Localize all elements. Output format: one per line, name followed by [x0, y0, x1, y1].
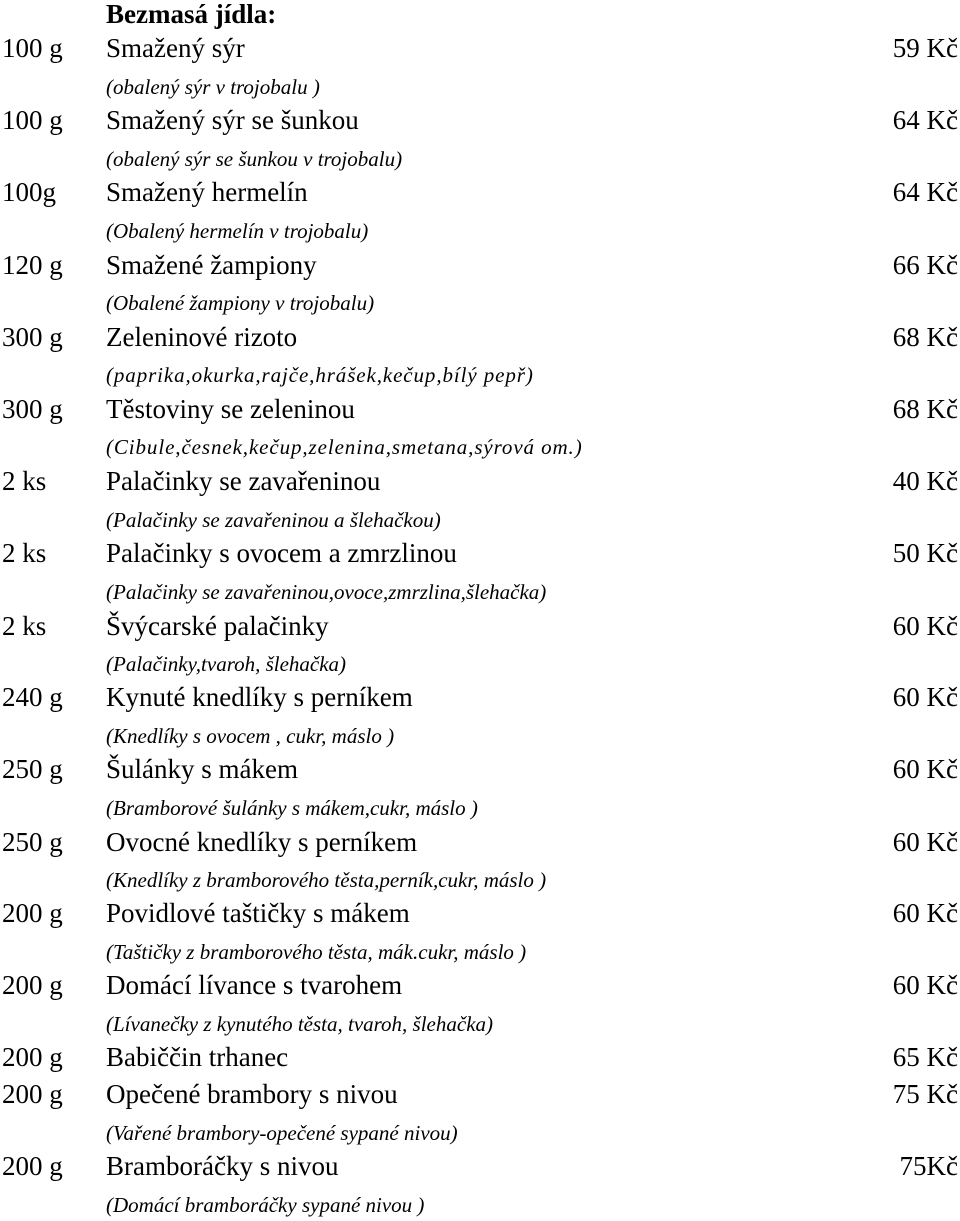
item-price: 75 Kč: [892, 1079, 958, 1109]
item-description: (Domácí bramboráčky sypané nivou ): [106, 1193, 425, 1217]
item-name: Těstoviny se zeleninou: [106, 394, 355, 424]
item-description: (Lívanečky z kynutého těsta, tvaroh, šlehačka): [106, 1012, 494, 1036]
menu-item: [0, 175, 960, 209]
item-quantity: 240 g: [2, 682, 63, 712]
item-quantity: 300 g: [2, 394, 63, 424]
menu-item: [0, 968, 960, 1002]
menu-item: [0, 680, 960, 714]
item-quantity: 200 g: [2, 898, 63, 928]
item-price: 40 Kč: [892, 466, 958, 496]
item-name: Opečené brambory s nivou: [106, 1079, 398, 1109]
item-name: Domácí lívance s tvarohem: [106, 970, 403, 1000]
item-name: Smažené žampiony: [106, 250, 317, 280]
item-description: (obalený sýr se šunkou v trojobalu): [106, 147, 403, 171]
item-price: 64 Kč: [892, 177, 958, 207]
item-description: (Palačinky se zavařeninou,ovoce,zmrzlina,šlehačka): [106, 580, 547, 604]
item-quantity: 200 g: [2, 970, 63, 1000]
item-price: 60 Kč: [892, 682, 958, 712]
item-name: Švýcarské palačinky: [106, 611, 329, 641]
item-quantity: 250 g: [2, 827, 63, 857]
item-name: Palačinky s ovocem a zmrzlinou: [106, 538, 457, 568]
item-name: Ovocné knedlíky s perníkem: [106, 827, 418, 857]
item-name: Povidlové taštičky s mákem: [106, 898, 410, 928]
item-quantity: 200 g: [2, 1151, 63, 1181]
item-quantity: 250 g: [2, 754, 63, 784]
item-description: (paprika,okurka,rajče,hrášek,kečup,bílý pepř): [106, 363, 534, 387]
menu-item: [0, 1077, 960, 1111]
item-price: 60 Kč: [892, 827, 958, 857]
item-name: Kynuté knedlíky s perníkem: [106, 682, 413, 712]
item-description: (Obalené žampiony v trojobalu): [106, 291, 375, 315]
menu-item: [0, 248, 960, 282]
item-price: 60 Kč: [892, 898, 958, 928]
item-description: (Knedlíky z bramborového těsta,perník,cukr, máslo ): [106, 868, 547, 892]
item-quantity: 2 ks: [2, 611, 47, 641]
item-price: 64 Kč: [892, 105, 958, 135]
item-price: 60 Kč: [892, 754, 958, 784]
menu-item: [0, 392, 960, 426]
item-name: Babiččin trhanec: [106, 1042, 289, 1072]
item-price: 75Kč: [899, 1151, 958, 1181]
menu-heading: Bezmasá jídla:: [106, 0, 277, 29]
item-quantity: 200 g: [2, 1079, 63, 1109]
item-description: (Palačinky se zavařeninou a šlehačkou): [106, 508, 441, 532]
item-description: (Vařené brambory-opečené sypané nivou): [106, 1121, 458, 1145]
item-description: (Obalený hermelín v trojobalu): [106, 219, 369, 243]
item-quantity: 100g: [2, 177, 56, 207]
menu-item: [0, 1040, 960, 1074]
item-description: (obalený sýr v trojobalu ): [106, 75, 320, 99]
item-description: (Taštičky z bramborového těsta, mák.cukr, máslo ): [106, 940, 527, 964]
item-price: 50 Kč: [892, 538, 958, 568]
item-quantity: 2 ks: [2, 538, 47, 568]
item-price: 60 Kč: [892, 611, 958, 641]
item-description: (Bramborové šulánky s mákem,cukr, máslo ): [106, 796, 478, 820]
item-quantity: 300 g: [2, 322, 63, 352]
menu-item: [0, 825, 960, 859]
menu-item: [0, 896, 960, 930]
menu-item: [0, 464, 960, 498]
item-quantity: 200 g: [2, 1042, 63, 1072]
item-price: 59 Kč: [892, 33, 958, 63]
item-price: 66 Kč: [892, 250, 958, 280]
item-name: Smažený hermelín: [106, 177, 308, 207]
menu-item: [0, 1149, 960, 1183]
item-price: 68 Kč: [892, 322, 958, 352]
menu-item: [0, 536, 960, 570]
item-price: 65 Kč: [892, 1042, 958, 1072]
menu-item: [0, 609, 960, 643]
item-name: Palačinky se zavařeninou: [106, 466, 381, 496]
item-quantity: 120 g: [2, 250, 63, 280]
item-name: Smažený sýr se šunkou: [106, 105, 359, 135]
item-description: (Knedlíky s ovocem , cukr, máslo ): [106, 724, 395, 748]
item-quantity: 100 g: [2, 33, 63, 63]
menu-item: [0, 31, 960, 65]
menu-item: [0, 752, 960, 786]
item-name: Zeleninové rizoto: [106, 322, 298, 352]
item-quantity: 2 ks: [2, 466, 47, 496]
item-description: (Palačinky,tvaroh, šlehačka): [106, 652, 347, 676]
item-name: Smažený sýr: [106, 33, 245, 63]
item-price: 68 Kč: [892, 394, 958, 424]
menu-item: [0, 103, 960, 137]
item-quantity: 100 g: [2, 105, 63, 135]
item-name: Šulánky s mákem: [106, 754, 298, 784]
item-price: 60 Kč: [892, 970, 958, 1000]
item-description: (Cibule,česnek,kečup,zelenina,smetana,sýrová om.): [106, 435, 583, 459]
item-name: Bramboráčky s nivou: [106, 1151, 339, 1181]
menu-item: [0, 320, 960, 354]
